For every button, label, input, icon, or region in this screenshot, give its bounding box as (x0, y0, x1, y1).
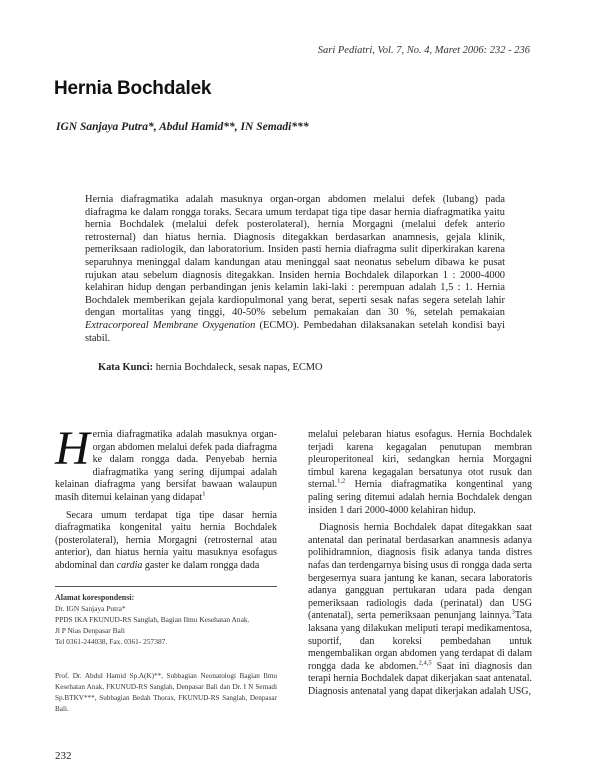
body-text: Diagnosis hernia Bochdalek dapat ditegakkan saat antenatal dan perinatal berdasarkan anamnesis adanya polihidramnion, diagnosis fisik adanya tanda distres nafas dan terdengarnya bising usus di rongga dada serta bergesernya suara jantung ke kanan, secara laboratoris adanya gangguan pertukaran udara pada dengan pemeriksaan radiologis dada (perinatal) dan USG (antenatal), serta pemeriksaan penunjang lainnya. (308, 522, 532, 622)
article-title: Hernia Bochdalek (54, 78, 212, 99)
body-column-right (308, 429, 532, 703)
citation-ref: 3 (511, 608, 515, 616)
drop-cap: H (55, 422, 90, 475)
keywords-text: hernia Bochdaleck, sesak napas, ECMO (153, 362, 323, 373)
abstract-text: Hernia diafragmatika adalah masuknya organ-organ abdomen melalui defek (lubang) pada diafragma ke dalam rongga toraks. Secara umum terdapat tiga tipe dasar hernia diafragmatika yaitu hernia Bochdalek (melalui defek posterolateral), hernia Morgagni (melalui defek anterio retrosternal) dan hiatus hernia. Diagnosis ditegakkan berdasarkan anamnesis, gejala klinik, pemeriksaan radiologik, dan laboratorium. Insiden pasti hernia diafragma sulit diperkirakan karena separuhnya meninggal dalam kandungan atau meninggal saat neonatus sebelum dibawa ke pusat rujukan atau sebelum diagnosis ditegakkan. Insiden hernia Bochdalek dilaporkan 1 : 2000-4000 kelahiran hidup dengan perbandingan jenis kelamin laki-laki : perempuan adalah 1,5 : 1. Hernia Bochdalek memberikan gejala kardiopulmonal yang berat, seperti sesak nafas segera setelah lahir dengan mortalitas yang tinggi, 40-50% sebelum pemakaian dan 30 %, setelah pemakaian (85, 194, 505, 319)
intro-paragraph (55, 422, 277, 505)
keywords-label: Kata Kunci: (98, 362, 154, 373)
author-affiliations: Prof. Dr. Abdul Hamid Sp.A(K)**, Subbagian Neonatologi Bagian Ilmu Kesehatan Anak, FKUNUD-RS Sanglah, Denpasar Bali dan Dr. I N Semadi Sp.BTKV***, Subbagian Bedah Thorax, FKUNUD-RS Sanglah, Denpasar Bali. (55, 672, 277, 713)
page-number: 232 (55, 750, 72, 762)
body-text: Secara umum terdapat tiga tipe dasar hernia diafragmatika kongenital yaitu hernia Bochdalek (posterolateral), hernia Morgagni (retrosternal atau anterior), dan hiatus hernia yaitu masuknya esofagus abdominal dan (55, 509, 277, 571)
correspondence-label: Alamat korespondensi: (55, 593, 135, 602)
footnote-divider (55, 586, 277, 587)
citation-ref: 1 (202, 490, 206, 498)
correspondence-line: Dr. IGN Sanjaya Putra* (55, 604, 126, 613)
body-column-left (55, 422, 277, 578)
running-header: Sari Pediatri, Vol. 7, No. 4, Maret 2006: 232 - 236 (317, 45, 530, 56)
correspondence-block (55, 592, 277, 647)
correspondence-line: PPDS IKA FKUNUD-RS Sanglah, Bagian Ilmu Kesehatan Anak. (55, 615, 250, 624)
body-paragraph (55, 510, 277, 573)
italic-term: cardia (116, 559, 143, 571)
abstract (85, 194, 505, 345)
citation-ref: 1,2 (337, 478, 346, 486)
body-text: Tata laksana yang dilakukan meliputi terapi medikamentosa, suportif, dan koreksi pembedahan untuk mengembalikan organ abdomen yang terdapat di dalam rongga dada ke abdomen. (308, 610, 532, 672)
correspondence-line: Jl P Nias Denpasar Bali (55, 626, 125, 635)
correspondence-line: Tel 0361-244038, Fax. 0361- 257387. (55, 637, 168, 646)
abstract-italic-term: Extracorporeal Membrane Oxygenation (85, 319, 256, 331)
author-list: IGN Sanjaya Putra*, Abdul Hamid**, IN Semadi*** (56, 121, 309, 133)
citation-ref: 2,4,5 (418, 659, 432, 667)
abstract-text-end: (ECMO). Pembedahan dilaksanakan setelah kondisi bayi stabil. (85, 319, 505, 344)
body-text: Hernia diafragmatika kongentinal yang paling sering ditemui adalah hernia Bochdalek dengan insiden 1 dari 2000-4000 kelahiran hidup. (308, 479, 532, 516)
body-paragraph (308, 522, 532, 698)
keywords (98, 362, 498, 373)
body-paragraph (308, 429, 532, 517)
intro-text: ernia diafragmatika adalah masuknya organ-organ abdomen melalui defek pada diafragma ke dalam rongga dada. Penyebab hernia diafragmatika yang sering dijumpai adalah kelainan diafragma yang bersifat bawaan walaupun masih ditemui kelainan yang didapat (55, 429, 277, 503)
body-text: melalui pelebaran hiatus esofagus. Hernia Bochdalek terjadi karena kegagalan penutupan membran pleuroperitoneal kiri, sedangkan hernia Morgagni timbul karena kegagalan bersatunya otot rusuk dan sternal. (308, 429, 532, 491)
body-text: Saat ini diagnosis dan terapi hernia Bochdalek dapat dikerjakan saat antenatal. Diagnosis antenatal yang dapat dikerjakan adalah USG, (308, 660, 532, 697)
body-text: gaster ke dalam rongga dada (142, 559, 260, 571)
